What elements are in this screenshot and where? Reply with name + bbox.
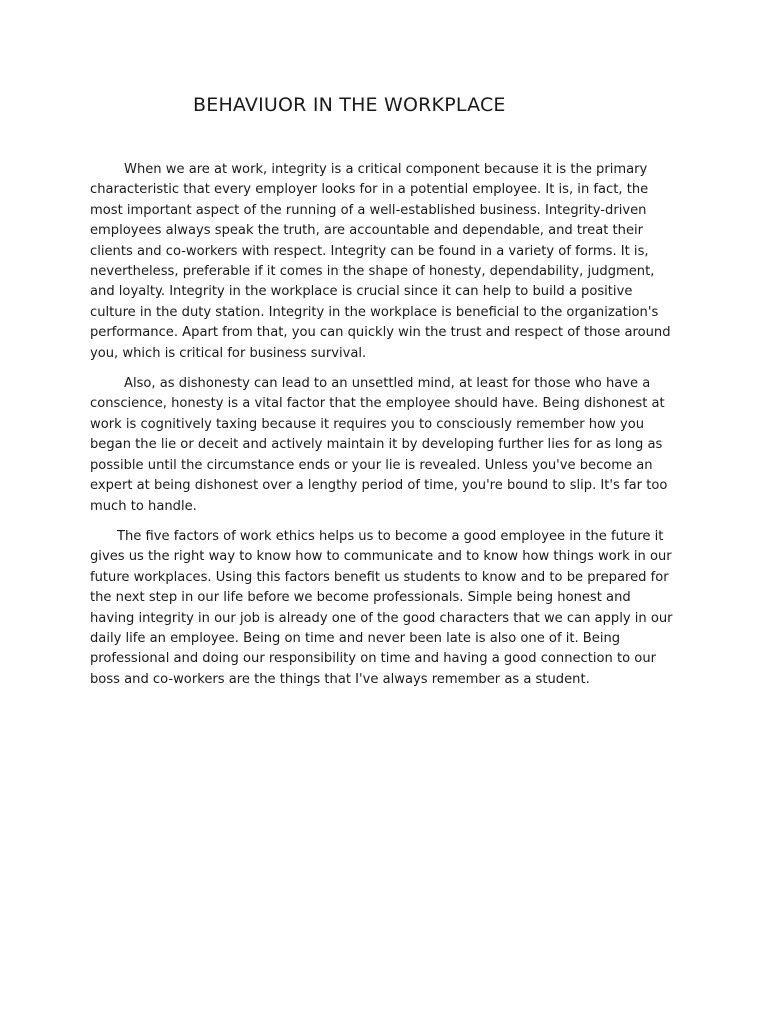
document-body bbox=[90, 160, 678, 700]
paragraph-2: Also, as dishonesty can lead to an unsettled mind, at least for those who have a conscience, honesty is a vital factor that the employee should have. Being dishonest at work is cognitively taxing because it requires you to consciously remember how you began the lie or deceit and actively maintain it by developing further lies for as long as possible until the circumstance ends or your lie is revealed. Unless you've become an expert at being dishonest over a lengthy period of time, you're bound to slip. It's far too much to handle. bbox=[90, 376, 668, 514]
document-title: BEHAVIUOR IN THE WORKPLACE bbox=[193, 94, 506, 116]
paragraph-1: When we are at work, integrity is a critical component because it is the primary characteristic that every employer looks for in a potential employee. It is, in fact, the most important aspect of the running of a well-established business. Integrity-driven employees always speak the truth, are accountable and dependable, and treat their clients and co-workers with respect. Integrity can be found in a variety of forms. It is, nevertheless, preferable if it comes in the shape of honesty, dependability, judgment, and loyalty. Integrity in the workplace is crucial since it can help to build a positive culture in the duty station. Integrity in the workplace is beneficial to the organization's performance. Apart from that, you can quickly win the trust and respect of those around you, which is critical for business survival. bbox=[90, 162, 671, 361]
paragraph-3: The five factors of work ethics helps us to become a good employee in the future it gives us the right way to know how to communicate and to know how things work in our future workplaces. Using this factors benefit us students to know and to be prepared for the next step in our life before we become professionals. Simple being honest and having integrity in our job is already one of the good characters that we can apply in our daily life an employee. Being on time and never been late is also one of it. Being professional and doing our responsibility on time and having a good connection to our boss and co-workers are the things that I've always remember as a student. bbox=[90, 528, 673, 687]
